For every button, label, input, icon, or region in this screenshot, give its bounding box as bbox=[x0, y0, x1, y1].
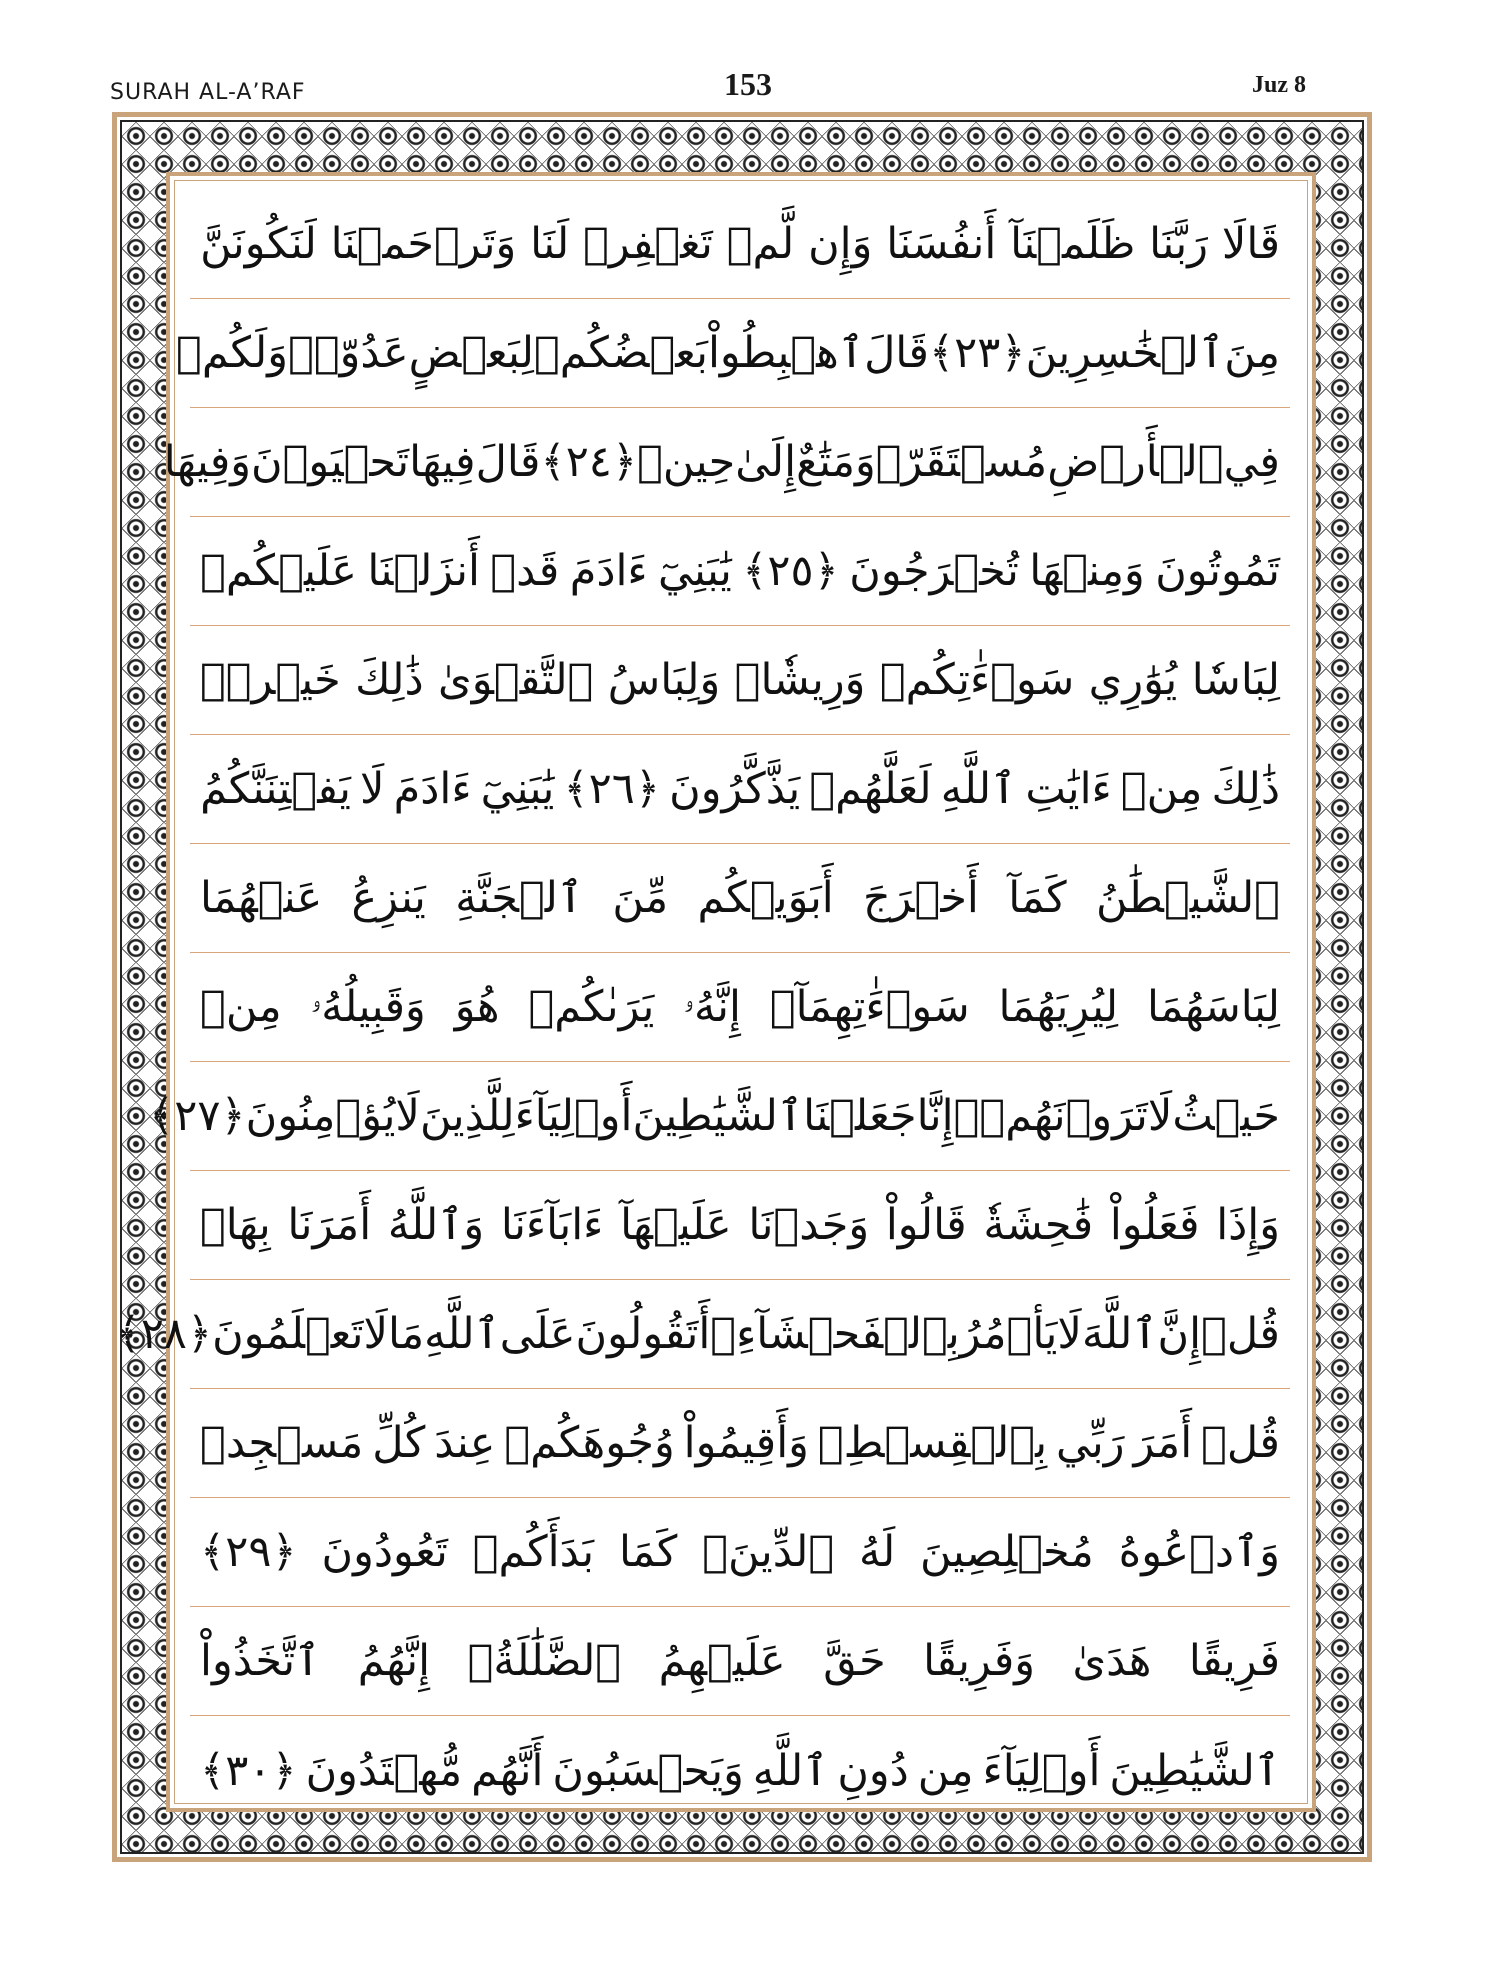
word: عَدُوّٞۖ bbox=[288, 328, 409, 378]
word: لَنَكُونَنَّ bbox=[200, 219, 317, 269]
word: حَقَّ bbox=[823, 1636, 886, 1686]
word: لَا bbox=[1057, 1309, 1082, 1359]
word: حِينٖ bbox=[637, 437, 736, 487]
word: ﴿٢٧﴾ bbox=[149, 1091, 246, 1141]
word: عَلَيۡهَآ bbox=[620, 1200, 732, 1250]
word: ءَادَمَ bbox=[393, 764, 472, 814]
word: ٱهۡبِطُواْ bbox=[707, 328, 865, 378]
word: أَوۡلِيَآءَ bbox=[514, 1091, 633, 1141]
word: وَلَكُمۡ bbox=[176, 328, 289, 378]
word: ٱلۡجَنَّةِ bbox=[455, 873, 584, 923]
word: أَتَقُولُونَ bbox=[575, 1309, 711, 1359]
word: بِٱلۡفَحۡشَآءِۖ bbox=[710, 1309, 960, 1359]
text-line bbox=[190, 1171, 1290, 1280]
word: ٱللَّهِ bbox=[752, 1745, 829, 1796]
word: أَخۡرَجَ bbox=[863, 873, 979, 923]
word: ﴿٢٦﴾ bbox=[563, 764, 661, 814]
text-line bbox=[190, 1716, 1290, 1825]
word: وَيَحۡسَبُونَ bbox=[552, 1745, 744, 1796]
word: يَنزِعُ bbox=[351, 873, 426, 923]
word: ﴿٢٣﴾ bbox=[928, 328, 1026, 378]
word: يَذَّكَّرُونَ bbox=[669, 764, 801, 814]
text-line bbox=[149, 1062, 1290, 1171]
word: عَلَيۡهِمُ bbox=[658, 1636, 786, 1686]
word: فَٰحِشَةٗ bbox=[983, 1200, 1094, 1250]
word: هَدَىٰ bbox=[1072, 1636, 1152, 1686]
text-line bbox=[190, 517, 1290, 626]
word: سَوۡءَٰتِهِمَآۚ bbox=[769, 982, 970, 1032]
word: تُخۡرَجُونَ bbox=[849, 546, 1019, 596]
word: يَرَىٰكُمۡ bbox=[528, 982, 655, 1032]
word: مُخۡلِصِينَ bbox=[920, 1527, 1094, 1577]
word: ٱلتَّقۡوَىٰ bbox=[438, 655, 594, 705]
word: مِنۡ bbox=[1120, 764, 1203, 814]
text-line bbox=[163, 408, 1290, 517]
word: كَمَا bbox=[618, 1527, 678, 1577]
word: قَالَا bbox=[1221, 219, 1280, 269]
text-line bbox=[176, 299, 1290, 408]
word: وَفَرِيقًا bbox=[923, 1636, 1036, 1686]
word: تَمُوتُونَ bbox=[1155, 546, 1280, 596]
word: مِن bbox=[917, 1745, 974, 1796]
word: أَنزَلۡنَا bbox=[367, 546, 480, 596]
word: لَنَا bbox=[530, 219, 570, 269]
word: مَا bbox=[388, 1309, 425, 1359]
word: يَأۡمُرُ bbox=[959, 1309, 1058, 1359]
word: لَا bbox=[1147, 1091, 1173, 1141]
word: يَٰبَنِيٓ bbox=[480, 764, 555, 814]
word: رَبَّنَا bbox=[1149, 219, 1208, 269]
word: عِندَ bbox=[434, 1418, 496, 1468]
word: تَعُودُونَ bbox=[321, 1527, 448, 1577]
word: لَّمۡ bbox=[726, 219, 795, 269]
word: وَٱدۡعُوهُ bbox=[1118, 1527, 1280, 1577]
word: وَفِيهَا bbox=[163, 437, 252, 487]
word: كَمَآ bbox=[1008, 873, 1067, 923]
word: قَالُواْ bbox=[885, 1200, 967, 1250]
word: وَمِنۡهَا bbox=[1029, 546, 1145, 596]
word: لَا bbox=[360, 764, 385, 814]
word: إِلَىٰ bbox=[735, 437, 797, 487]
text-line bbox=[190, 190, 1290, 299]
word: ٱلضَّلَٰلَةُۚ bbox=[467, 1636, 622, 1686]
word: لِبَاسَهُمَا bbox=[1147, 982, 1280, 1032]
word: عَلَيۡكُمۡ bbox=[200, 546, 357, 596]
word: عَنۡهُمَا bbox=[200, 873, 323, 923]
word: وَإِذَا bbox=[1216, 1200, 1280, 1250]
juz-label: Juz 8 bbox=[1252, 72, 1306, 98]
word: لِيُرِيَهُمَا bbox=[998, 982, 1119, 1032]
page-number: 153 bbox=[724, 66, 772, 102]
word: ٱلدِّينَۚ bbox=[702, 1527, 835, 1577]
word: وَٱللَّهُ bbox=[387, 1200, 485, 1250]
word: لِبَاسٗا bbox=[1191, 655, 1280, 705]
word: أَنَّهُم bbox=[471, 1745, 544, 1796]
text-line bbox=[115, 1280, 1290, 1389]
word: لِبَعۡضٍ bbox=[408, 328, 534, 378]
word: إِنَّهُمُ bbox=[357, 1636, 431, 1686]
surah-name: SURAH AL-A’RAF bbox=[110, 80, 306, 105]
word: ﴿٣٠﴾ bbox=[200, 1745, 297, 1796]
word: مُسۡتَقَرّٞ bbox=[875, 437, 1048, 487]
word: ٱلۡأَرۡضِ bbox=[1047, 437, 1224, 487]
word: مَسۡجِدٖ bbox=[200, 1418, 364, 1468]
word: قَالَ bbox=[864, 328, 929, 378]
word: وَرِيشٗاۖ bbox=[734, 655, 866, 705]
word: ٱللَّهَ bbox=[1081, 1309, 1158, 1359]
word: ﴿٢٥﴾ bbox=[742, 546, 839, 596]
word: ءَابَآءَنَا bbox=[500, 1200, 604, 1250]
word: مِنَ bbox=[1224, 328, 1280, 378]
word: يَفۡتِنَنَّكُمُ bbox=[200, 764, 351, 814]
quran-text-block bbox=[115, 190, 1290, 1796]
word: وَإِن bbox=[808, 219, 873, 269]
word: جَعَلۡنَا bbox=[803, 1091, 917, 1141]
word: وُجُوهَكُمۡ bbox=[504, 1418, 675, 1468]
word: لِلَّذِينَ bbox=[419, 1091, 515, 1141]
word: لَا bbox=[363, 1309, 389, 1359]
word: بَدَأَكُمۡ bbox=[472, 1527, 595, 1577]
word: تَرَوۡنَهُمۡۗ bbox=[953, 1091, 1148, 1141]
word: ذَٰلِكَ bbox=[355, 655, 424, 705]
word: فَعَلُواْ bbox=[1109, 1200, 1200, 1250]
word: فَرِيقًا bbox=[1188, 1636, 1280, 1686]
word: هُوَ bbox=[454, 982, 500, 1032]
word: لَهُ bbox=[859, 1527, 896, 1577]
text-line bbox=[190, 735, 1290, 844]
word: ٱلشَّيَٰطِينَ bbox=[1109, 1745, 1280, 1796]
word: أَمَرَنَا bbox=[287, 1200, 372, 1250]
word: تَعۡلَمُونَ bbox=[212, 1309, 364, 1359]
word: ٱلۡخَٰسِرِينَ bbox=[1025, 328, 1225, 378]
word: سَوۡءَٰتِكُمۡ bbox=[879, 655, 1075, 705]
word: إِنَّ bbox=[1157, 1309, 1202, 1359]
text-line bbox=[190, 1607, 1290, 1716]
word: مُّهۡتَدُونَ bbox=[305, 1745, 463, 1796]
word: خَيۡرٞۚ bbox=[200, 655, 341, 705]
text-line bbox=[190, 953, 1290, 1062]
word: يُوَٰرِي bbox=[1088, 655, 1178, 705]
word: أَنفُسَنَا bbox=[886, 219, 997, 269]
word: إِنَّا bbox=[916, 1091, 954, 1141]
word: لَا bbox=[395, 1091, 420, 1141]
word: حَيۡثُ bbox=[1172, 1091, 1280, 1141]
word: ٱللَّهِ bbox=[424, 1309, 500, 1359]
word: وَأَقِيمُواْ bbox=[683, 1418, 809, 1468]
word: أَبَوَيۡكُم bbox=[697, 873, 834, 923]
text-line bbox=[190, 844, 1290, 953]
word: قَالَ bbox=[475, 437, 541, 487]
word: بِٱلۡقِسۡطِۖ bbox=[817, 1418, 1048, 1468]
word: ﴿٢٨﴾ bbox=[115, 1309, 213, 1359]
word: وَجَدۡنَا bbox=[748, 1200, 870, 1250]
word: تَغۡفِرۡ bbox=[583, 219, 713, 269]
word: بَعۡضُكُمۡ bbox=[533, 328, 708, 378]
word: قُلۡ bbox=[1201, 1418, 1280, 1468]
word: وَقَبِيلُهُۥ bbox=[310, 982, 426, 1032]
text-line bbox=[190, 1389, 1290, 1498]
page-header bbox=[0, 62, 1496, 112]
word: أَوۡلِيَآءَ bbox=[982, 1745, 1101, 1796]
word: ٱلشَّيَٰطِينَ bbox=[632, 1091, 804, 1141]
word: بِهَاۗ bbox=[200, 1200, 271, 1250]
word: كُلِّ bbox=[372, 1418, 426, 1468]
word: ذَٰلِكَ bbox=[1211, 764, 1280, 814]
word: ظَلَمۡنَآ bbox=[1010, 219, 1136, 269]
word: أَمَرَ bbox=[1133, 1418, 1193, 1468]
word: إِنَّهُۥ bbox=[683, 982, 741, 1032]
word: عَلَى bbox=[499, 1309, 576, 1359]
word: ءَايَٰتِ bbox=[1025, 764, 1112, 814]
word: وَمَتَٰعٌ bbox=[796, 437, 876, 487]
word: دُونِ bbox=[837, 1745, 909, 1796]
word: وَتَرۡحَمۡنَا bbox=[330, 219, 517, 269]
word: فِيهَا bbox=[409, 437, 476, 487]
text-line bbox=[190, 626, 1290, 735]
word: ءَادَمَ bbox=[569, 546, 648, 596]
word: مِنۡ bbox=[200, 982, 282, 1032]
word: يُؤۡمِنُونَ bbox=[245, 1091, 396, 1141]
word: وَلِبَاسُ bbox=[607, 655, 721, 705]
word: ﴿٢٩﴾ bbox=[200, 1527, 297, 1577]
word: تَحۡيَوۡنَ bbox=[251, 437, 410, 487]
word: يَٰبَنِيٓ bbox=[658, 546, 732, 596]
word: فِي bbox=[1223, 437, 1280, 487]
word: ٱللَّهِ bbox=[940, 764, 1017, 814]
word: ٱتَّخَذُواْ bbox=[200, 1636, 321, 1686]
word: مِّنَ bbox=[612, 873, 669, 923]
word: لَعَلَّهُمۡ bbox=[809, 764, 932, 814]
word: ٱلشَّيۡطَٰنُ bbox=[1095, 873, 1280, 923]
word: رَبِّي bbox=[1055, 1418, 1125, 1468]
text-line bbox=[190, 1498, 1290, 1607]
word: ﴿٢٤﴾ bbox=[540, 437, 638, 487]
word: قُلۡ bbox=[1201, 1309, 1280, 1359]
word: قَدۡ bbox=[490, 546, 560, 596]
